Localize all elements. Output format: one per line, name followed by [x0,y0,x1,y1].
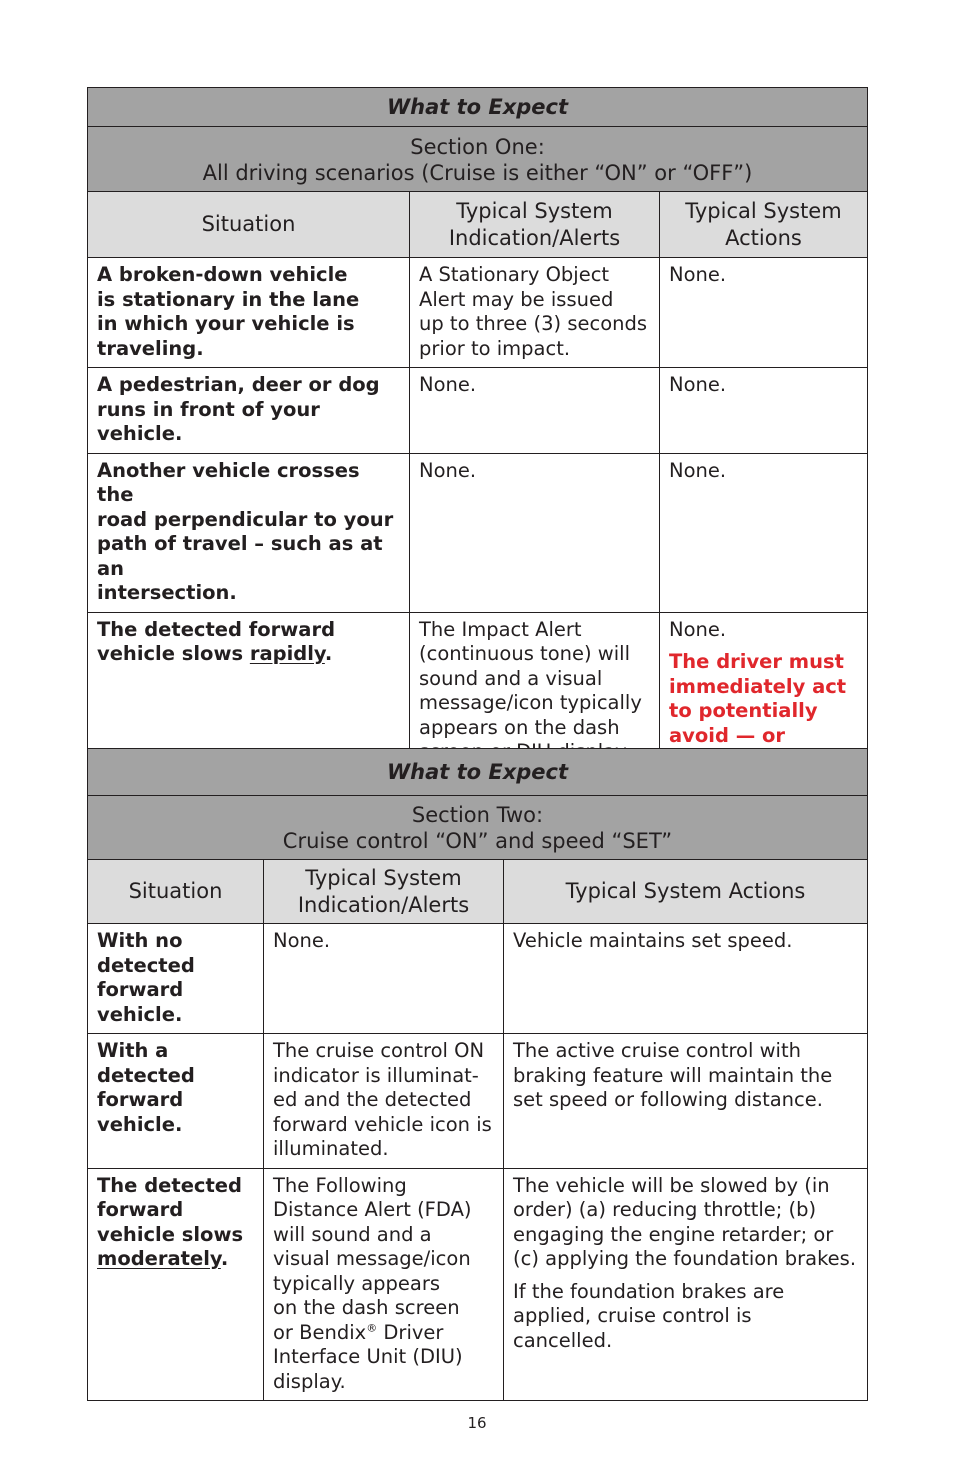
action-line: set speed or following distance. [513,1088,823,1111]
indication-cell [410,258,660,368]
table-heading: What to Expect [88,749,868,796]
indication-line: forward vehicle icon is [273,1112,492,1136]
warning-line: to potentially [669,699,818,722]
column-header-actions: Typical System Actions [504,860,868,924]
action-line: order) (a) reducing throttle; (b) [513,1198,817,1221]
action-cell [504,924,868,1034]
page-number: 16 [467,1414,487,1432]
situation-text: . [220,1247,229,1270]
situation-line: forward [97,978,184,1001]
column-header-line: Typical System [456,198,613,223]
indication-line: The Following [273,1173,407,1197]
indication-line: on the dash screen [273,1296,460,1319]
action-text: None. [669,373,727,396]
column-header-situation: Situation [88,860,264,924]
indication-line: will sound and a [273,1222,432,1246]
situation-line: The detected [97,1173,242,1197]
action-line: (c) applying the foundation brakes. [513,1247,857,1270]
indication-line [273,1321,494,1346]
situation-line: detected [97,953,195,977]
indication-line: sound and a visual [419,666,603,690]
warning-line: The driver must [669,650,844,673]
table-row [88,1168,868,1401]
action-line: The vehicle will be slowed by (in [513,1173,830,1197]
section-label: Section One: [410,134,545,159]
column-header-line: Indication/Alerts [297,892,470,917]
table-row [88,368,868,454]
indication-line: display. [273,1369,346,1393]
action-line: applied, cruise control is [513,1304,752,1327]
situation-line: forward [97,1088,184,1111]
indication-line: A Stationary Object [419,263,610,286]
indication-line: None. [273,929,331,952]
section-label: Section Two: [411,803,544,827]
indication-line: (continuous tone) will [419,642,630,665]
situation-cell [88,924,264,1034]
action-cell [660,453,868,612]
indication-line: indicator is illuminat- [273,1063,479,1087]
situation-cell [88,1168,264,1401]
table-row [88,1034,868,1169]
situation-line: traveling. [97,336,204,360]
section-description: All driving scenarios (Cruise is either “ON” or “OFF”) [202,160,753,185]
situation-line: in which your vehicle is [97,312,355,335]
situation-line: detected [97,1063,195,1087]
indication-line: The Impact Alert [419,617,582,641]
section-title [88,796,868,860]
action-cell [504,1034,868,1169]
situation-line: forward [97,1198,184,1221]
situation-line: The detected forward [97,617,336,641]
column-header-row [88,860,868,924]
situation-line: runs in front of your vehicle. [97,397,320,445]
action-paragraph [513,1280,858,1354]
column-header-line: Typical System [305,865,462,890]
situation-line: is stationary in the lane [97,287,360,311]
action-cell [504,1168,868,1401]
situation-cell [88,258,410,368]
registered-mark: ® [366,1321,378,1334]
table-row [88,258,868,368]
column-header-situation: Situation [88,192,410,258]
action-line: If the foundation brakes are [513,1279,785,1303]
column-header-line: Indication/Alerts [448,225,621,250]
situation-emphasis: rapidly [249,642,325,665]
indication-cell [410,368,660,454]
indication-text: or Bendix [273,1320,367,1344]
section-description: Cruise control “ON” and speed “SET” [282,829,673,853]
action-cell [660,368,868,454]
section-title [88,127,868,192]
indication-cell [264,1168,504,1401]
column-header-actions [660,192,868,258]
section-title-row [88,127,868,192]
situation-cell [88,1034,264,1169]
indication-line: illuminated. [273,1137,389,1160]
column-header-row [88,192,868,258]
table-row [88,453,868,612]
warning-line: immediately act [669,674,847,698]
action-line: Vehicle maintains set speed. [513,929,793,952]
indication-line: typically appears [273,1271,441,1295]
indication-line: Distance Alert (FDA) [273,1198,472,1221]
situation-line: vehicle. [97,1112,183,1136]
situation-text: vehicle slows [97,642,250,665]
indication-cell [264,1034,504,1169]
indication-line: appears on the dash [419,715,620,739]
column-header-indication [264,860,504,924]
indication-line: up to three (3) seconds [419,312,648,335]
table-section-two [87,748,868,1401]
column-header-indication [410,192,660,258]
action-text: None. [669,263,727,286]
situation-line: path of travel – such as at an [97,532,383,580]
action-line: engaging the engine retarder; or [513,1222,834,1246]
action-line: braking feature will maintain the [513,1063,833,1087]
situation-line: With a [97,1039,169,1062]
indication-cell [410,453,660,612]
situation-line: A pedestrian, deer or dog [97,373,380,396]
indication-line: None. [419,373,477,396]
situation-line: road perpendicular to your [97,507,394,531]
situation-line [97,1247,254,1272]
table-heading-row [88,749,868,796]
table-heading: What to Expect [88,88,868,127]
action-line: cancelled. [513,1328,613,1352]
situation-cell [88,453,410,612]
situation-line: Another vehicle crosses the [97,458,360,506]
situation-line: With no [97,929,183,952]
indication-cell [264,924,504,1034]
action-line: The active cruise control with [513,1039,801,1062]
situation-text: . [324,642,333,665]
table-row [88,924,868,1034]
indication-line: None. [419,458,477,482]
table-section-one [87,87,868,829]
indication-line: The cruise control ON [273,1039,485,1062]
column-header-line: Actions [725,225,802,250]
situation-cell [88,368,410,454]
situation-emphasis: moderately [97,1247,221,1270]
indication-line: Alert may be issued [419,287,614,311]
indication-line: prior to impact. [419,336,571,360]
situation-line: intersection. [97,581,237,604]
column-header-line: Typical System [685,198,842,223]
warning-line: avoid — or [669,723,786,747]
indication-line: message/icon typically [419,691,642,714]
situation-line [97,642,400,667]
situation-line: A broken-down vehicle [97,263,348,286]
table-heading-row [88,88,868,127]
indication-line: ed and the detected [273,1088,472,1111]
action-text: None. [669,458,727,482]
section-title-row [88,796,868,860]
situation-line: vehicle. [97,1002,183,1026]
action-text: None. [669,617,727,641]
indication-text: Driver [377,1320,444,1344]
situation-line: vehicle slows [97,1222,244,1246]
action-cell [660,258,868,368]
indication-line: Interface Unit (DIU) [273,1345,463,1368]
indication-line: visual message/icon [273,1247,471,1270]
